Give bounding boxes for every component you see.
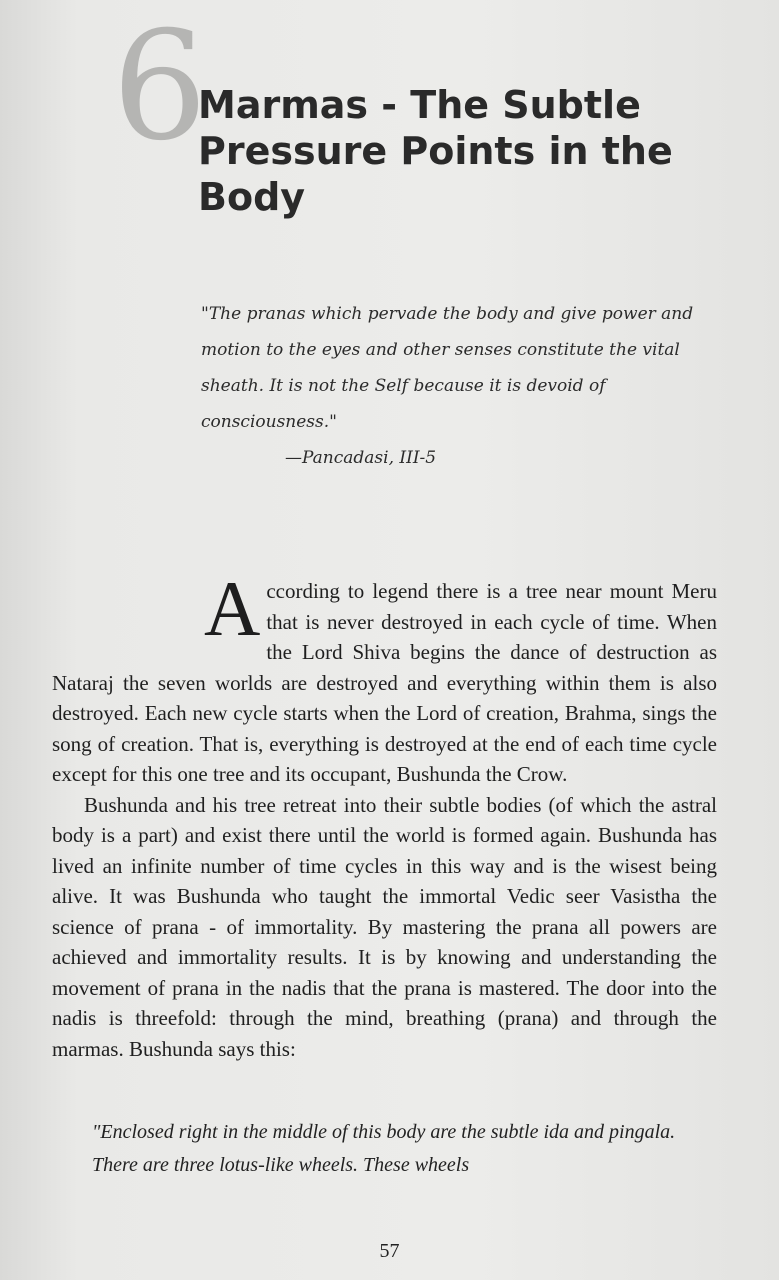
page-number: 57 [379,1240,400,1262]
drop-cap: A [204,565,261,652]
paragraph-1 [52,565,717,790]
paragraph-2: Bushunda and his tree retreat into their subtle bodies (of which the astral body is a part) and exist there until the world is formed again. Bushunda has lived an infinite number of time cycles in this way and is the wisest being alive. It was Bushunda who taught the immortal Vedic seer Vasistha the science of prana - of immortality. By mastering the prana all powers are achieved and immortality results. It is by knowing and understanding the movement of prana in the nadis that the prana is mastered. The door into the nadis is threefold: through the mind, breathing (prana) and through the marmas. Bushunda says this: [52,792,717,1061]
epigraph-source: —Pancadasi, III-5 [285,448,437,468]
epigraph [201,296,701,476]
body-text [52,565,717,1064]
paragraph-1-text: ccording to legend there is a tree near mount Meru that is never destroyed in each cycle of time. When the Lord Shiva begins the dance of destruction as Nataraj the seven worlds are destroyed and everything within them is also destroyed. Each new cycle starts when the Lord of creation, Brahma, sings the song of creation. That is, everything is destroyed at the end of each time cycle except for this one tree and its occupant, Bushunda the Crow. [52,579,717,786]
block-quote: "Enclosed right in the middle of this body are the subtle ida and pingala. There are three lotus-like wheels. These wheels [92,1121,676,1176]
chapter-title: Marmas - The Subtle Pressure Points in the Body [198,83,673,219]
epigraph-text: "The pranas which pervade the body and give power and motion to the eyes and other senses constitute the vital sheath. It is not the Self because it is devoid of consciousness." [201,304,694,432]
chapter-number: 6 [112,0,208,174]
